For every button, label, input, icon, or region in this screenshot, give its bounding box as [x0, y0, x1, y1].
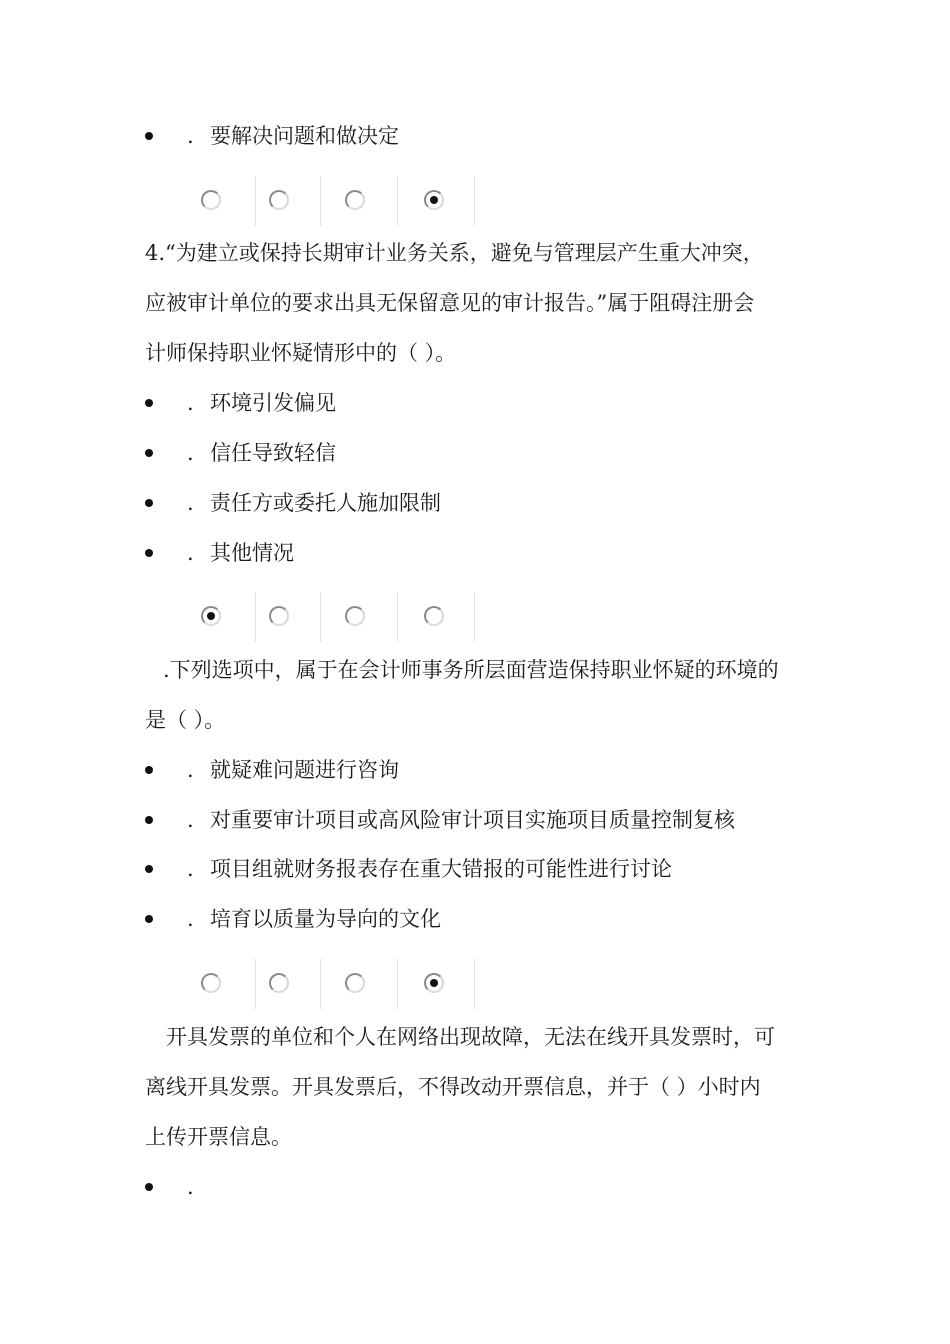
option-marker: . — [187, 491, 194, 515]
radio-option-a[interactable] — [201, 190, 221, 210]
radio-option-c[interactable] — [345, 973, 365, 993]
question-text: 4.“为建立或保持长期审计业务关系，避免与管理层产生重大冲突， — [145, 241, 764, 265]
option-text: 要解决问题和做决定 — [210, 124, 399, 148]
option-text: 信任导致轻信 — [210, 441, 336, 465]
radio-option-c[interactable] — [345, 190, 365, 210]
option-marker: . — [187, 124, 194, 148]
question-text: 离线开具发票。开具发票后，不得改动开票信息，并于（ ）小时内 — [145, 1075, 761, 1099]
radio-option-b[interactable] — [269, 606, 289, 626]
radio-option-c[interactable] — [345, 606, 365, 626]
radio-option-a[interactable] — [201, 973, 221, 993]
bullet-icon — [145, 915, 153, 923]
radio-option-a[interactable] — [201, 606, 221, 626]
option-marker: . — [187, 808, 194, 832]
bullet-icon — [145, 399, 153, 407]
question-text: 计师保持职业怀疑情形中的（ ）。 — [145, 341, 457, 365]
question-text: .下列选项中，属于在会计师事务所层面营造保持职业怀疑的环境的 — [163, 658, 779, 682]
radio-option-d[interactable] — [424, 606, 444, 626]
radio-option-b[interactable] — [269, 190, 289, 210]
question-text: 应被审计单位的要求出具无保留意见的审计报告。”属于阻碍注册会 — [145, 291, 755, 315]
answer-radio-group — [197, 959, 477, 1009]
option-text: 就疑难问题进行咨询 — [210, 758, 399, 782]
option-text: 培育以质量为导向的文化 — [210, 907, 441, 931]
bullet-icon — [145, 766, 153, 774]
radio-option-d[interactable] — [424, 973, 444, 993]
question-text: 上传开票信息。 — [145, 1125, 292, 1149]
option-marker: . — [187, 391, 194, 415]
question-text: 是（ ）。 — [145, 708, 226, 732]
option-text: 其他情况 — [210, 541, 294, 565]
option-marker: . — [187, 907, 194, 931]
divider — [474, 592, 475, 642]
option-text: 环境引发偏见 — [210, 391, 336, 415]
divider — [474, 176, 475, 226]
bullet-icon — [145, 549, 153, 557]
option-marker: . — [187, 1175, 194, 1199]
option-text: 责任方或委托人施加限制 — [210, 491, 441, 515]
option-marker: . — [187, 541, 194, 565]
bullet-icon — [145, 449, 153, 457]
bullet-icon — [145, 499, 153, 507]
divider — [474, 959, 475, 1009]
bullet-icon — [145, 1183, 153, 1191]
option-text: 对重要审计项目或高风险审计项目实施项目质量控制复核 — [210, 808, 735, 832]
option-marker: . — [187, 857, 194, 881]
bullet-icon — [145, 816, 153, 824]
bullet-icon — [145, 865, 153, 873]
answer-radio-group — [197, 592, 477, 642]
radio-option-d[interactable] — [424, 190, 444, 210]
option-text: 项目组就财务报表存在重大错报的可能性进行讨论 — [210, 857, 672, 881]
question-text: 开具发票的单位和个人在网络出现故障，无法在线开具发票时，可 — [166, 1025, 775, 1049]
radio-option-b[interactable] — [269, 973, 289, 993]
bullet-icon — [145, 132, 153, 140]
answer-radio-group — [197, 176, 477, 226]
option-marker: . — [187, 441, 194, 465]
option-marker: . — [187, 758, 194, 782]
